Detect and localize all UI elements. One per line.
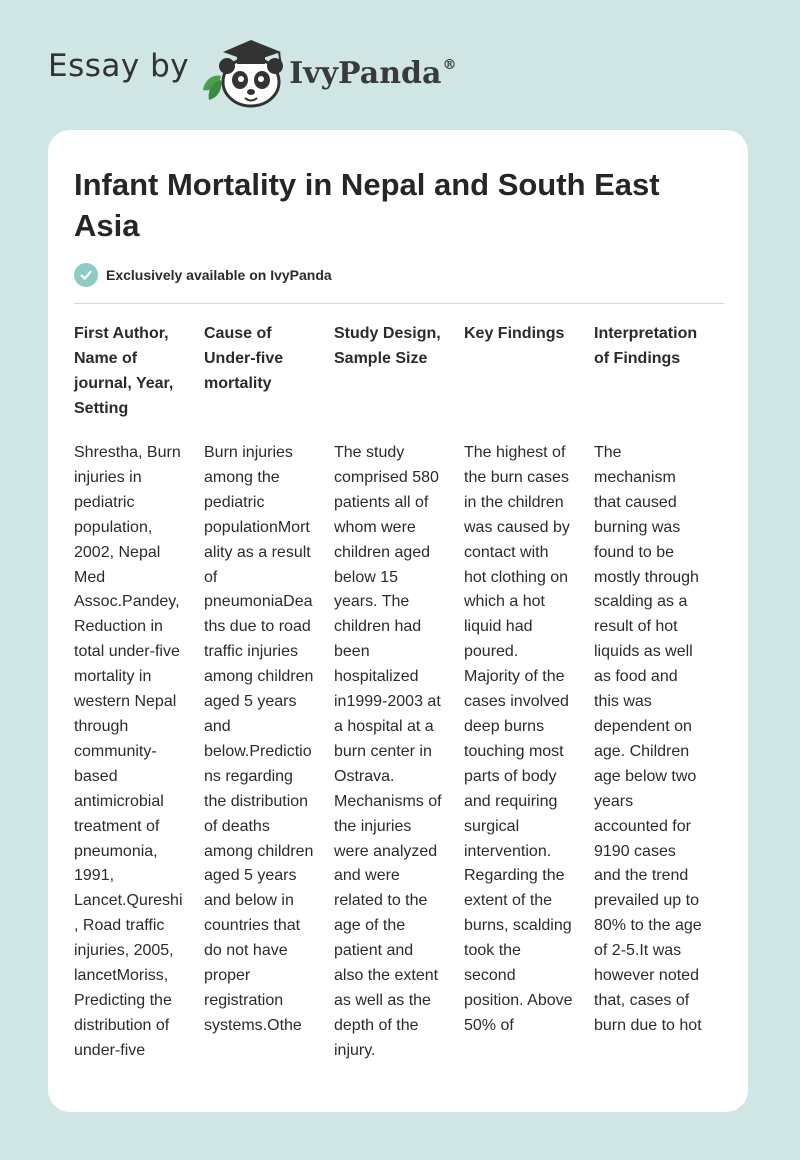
table-column (594, 318, 724, 1080)
table-cell: The study comprised 580 patients all of whom were children aged below 15 years. The children had been hospitalized in1999-2003 at a hospital at a burn center in Ostrava. Mechanisms of the injuries were analyzed and were related to the age of the patient and also the extent as well as the depth of the injury. (334, 444, 442, 1059)
column-header-author: First Author, Name of journal, Year, Setting (74, 325, 174, 417)
table-column (204, 318, 334, 1080)
check-circle-icon (74, 263, 98, 287)
column-header-interpretation: Interpretation of Findings (594, 325, 698, 367)
findings-table (74, 318, 724, 1080)
column-header-design: Study Design, Sample Size (334, 325, 441, 367)
table-cell: Shrestha, Burn injuries in pediatric population, 2002, Nepal Med Assoc.Pandey, Reduction in total under-five mortality in western Nepal through community-based antimicrobial treatment of pneumonia, 1991, Lancet.Qureshi, Road traffic injuries, 2005, lancetMoriss, Predicting the distribution of under-five (74, 444, 183, 1059)
essay-card (48, 130, 748, 1112)
column-header-findings: Key Findings (464, 325, 565, 342)
essay-by-label: Essay by (48, 48, 190, 84)
table-column (464, 318, 594, 1080)
divider (74, 303, 724, 304)
exclusive-badge (74, 263, 332, 287)
table-column (334, 318, 464, 1080)
panda-logo-icon[interactable] (199, 30, 291, 110)
site-header (48, 30, 456, 110)
column-header-cause: Cause of Under-five mortality (204, 325, 284, 392)
brand-name[interactable]: IvyPanda® (289, 55, 457, 91)
exclusive-badge-label: Exclusively available on IvyPanda (106, 267, 332, 283)
table-column (74, 318, 204, 1080)
table-cell: The mechanism that caused burning was found to be mostly through scalding as a result of hot liquids as well as food and this was dependent on age. Children age below two years accounted for 9190 cases and the trend prevailed up to 80% to the age of 2-5.It was however noted that, cases of burn due to hot (594, 444, 702, 1034)
registered-mark: ® (442, 56, 457, 73)
table-cell: Burn injuries among the pediatric populationMortality as a result of pneumoniaDeaths due to road traffic injuries among children aged 5 years and below.Predictions regarding the distribution of deaths among children aged 5 years and below in countries that do not have proper registration systems.Othe (204, 444, 314, 1034)
page-title: Infant Mortality in Nepal and South East Asia (74, 167, 660, 243)
table-cell: The highest of the burn cases in the children was caused by contact with hot clothing on which a hot liquid had poured. Majority of the cases involved deep burns touching most parts of body and requiring surgical intervention. Regarding the extent of the burns, scalding took the second position. Above 50% of (464, 444, 573, 1034)
